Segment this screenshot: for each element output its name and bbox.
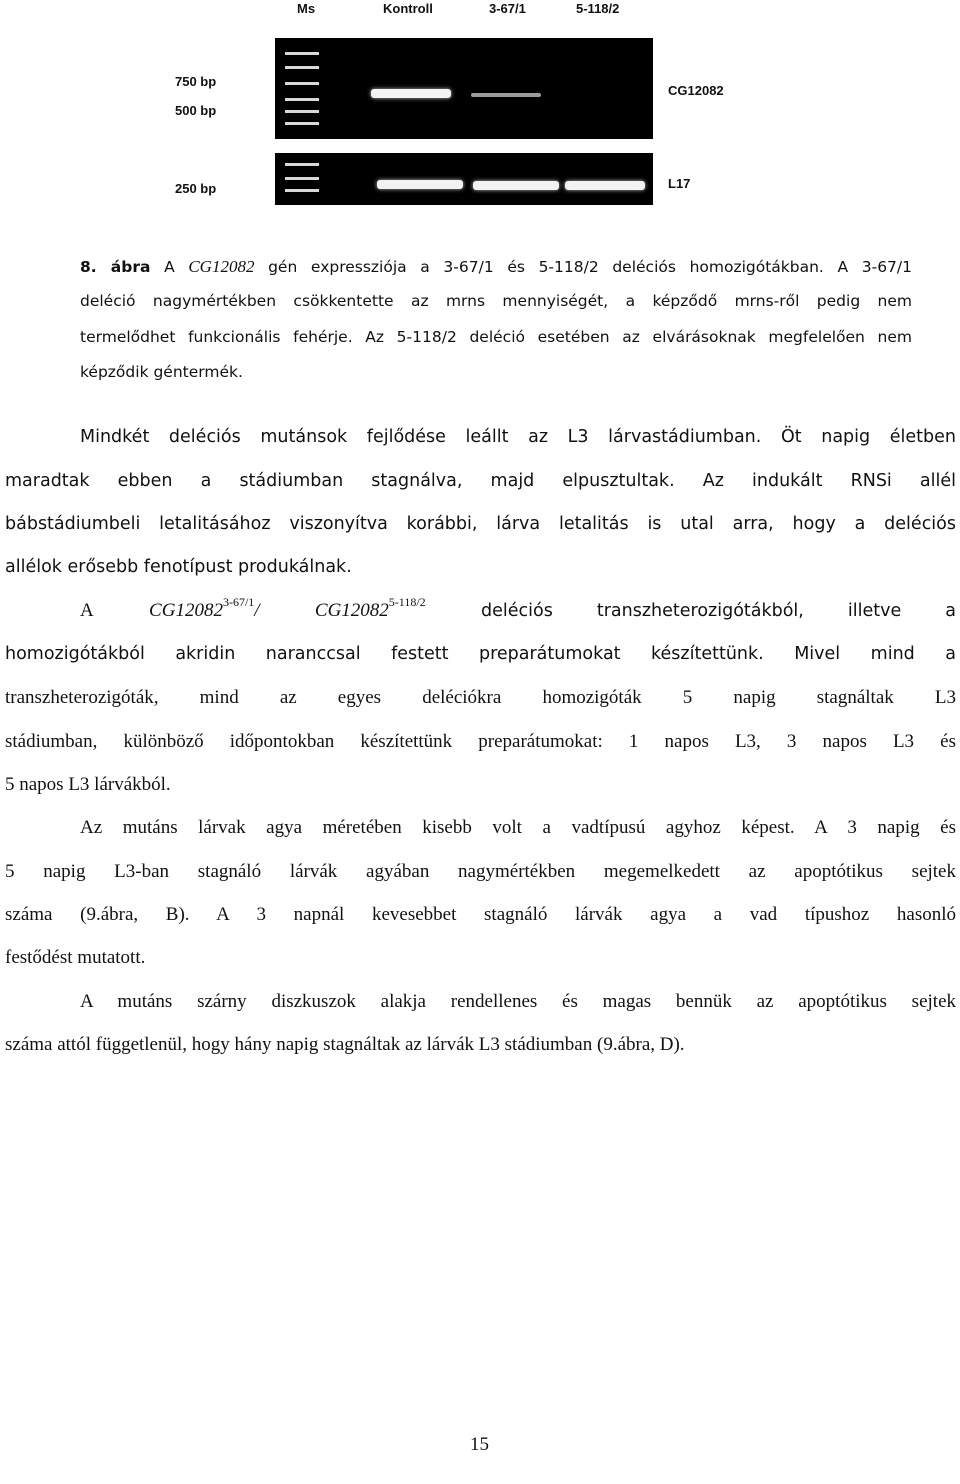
text-line: allélok erősebb fenotípust produkálnak.: [5, 557, 352, 577]
caption-line: 8. ábra A CG12082 gén expressziója a 3-67/1 és 5-118/2 deléciós homozigótákban. A 3-67/1: [80, 257, 912, 276]
bp-marker-750: 750 bp: [175, 74, 217, 89]
ladder-band: [285, 189, 319, 192]
text-line: Mindkét deléciós mutánsok fejlődése leállt az L3 lárvastádiumban. Öt napig életben: [80, 427, 956, 447]
text-line: A $CG12082^{3-67/1}/$ $CG12082^{5-118/2}$ deléciós transzheterozigótákból, illetve a: [80, 595, 956, 621]
ladder-band: [285, 122, 319, 125]
lane-label-kontroll: Kontroll: [383, 1, 433, 16]
gel-image-l17: [275, 153, 653, 205]
text-line: 5 napos L3 lárvákból.: [5, 774, 171, 795]
ladder-band: [285, 52, 319, 55]
text-line: homozigótákból akridin naranccsal festett preparátumokat készítettünk. Mivel mind a: [5, 644, 956, 664]
text-line: maradtak ebben a stádiumban stagnálva, majd elpusztultak. Az indukált RNSi allél: [5, 471, 956, 491]
page-number: 15: [470, 1434, 489, 1455]
ladder-band: [285, 98, 319, 101]
band-l17-3-67-1: [473, 181, 559, 190]
bp-marker-250: 250 bp: [175, 181, 217, 196]
gel-image-cg12082: [275, 38, 653, 139]
text-line: transzheterozigóták, mind az egyes deléciókra homozigóták 5 napig stagnáltak L3: [5, 687, 956, 708]
text-line: festődést mutatott.: [5, 947, 146, 968]
bp-marker-500: 500 bp: [175, 103, 217, 118]
text-line: 5 napig L3-ban stagnáló lárvák agyában nagymértékben megemelkedett az apoptótikus sejtek: [5, 861, 956, 882]
lane-label-ms: Ms: [297, 1, 316, 16]
caption-line: képződik géntermék.: [80, 363, 243, 381]
text-line: bábstádiumbeli letalitásához viszonyítva korábbi, lárva letalitás is utal arra, hogy a deléciós: [5, 514, 956, 534]
lane-label-5-118-2: 5-118/2: [576, 1, 620, 16]
text-line: stádiumban, különböző időpontokban készítettünk preparátumokat: 1 napos L3, 3 napos L3 és: [5, 731, 956, 752]
gene-label-cg12082: CG12082: [668, 83, 724, 98]
text-line: Az mutáns lárvak agya méretében kisebb volt a vadtípusú agyhoz képest. A 3 napig és: [80, 817, 956, 838]
ladder-band: [285, 66, 319, 69]
caption-line: termelődhet funkcionális fehérje. Az 5-118/2 deléció esetében az elvárásoknak megfelelően nem: [80, 328, 912, 346]
band-l17-5-118-2: [565, 181, 645, 190]
band-l17-kontroll: [377, 180, 463, 189]
gene-name: CG12082: [314, 600, 389, 621]
gene-name: CG12082: [149, 600, 223, 621]
allele-superscript: 5-118/2: [388, 595, 426, 609]
ladder-band: [285, 82, 319, 85]
ladder-band: [285, 163, 319, 166]
ladder-band: [285, 177, 319, 180]
text-line: A mutáns szárny diszkuszok alakja rendellenes és magas bennük az apoptótikus sejtek: [80, 991, 956, 1012]
text-line: száma attól függetlenül, hogy hány napig stagnáltak az lárvák L3 stádiumban (9.ábra, D).: [5, 1034, 685, 1055]
band-kontroll: [371, 89, 451, 98]
allele-superscript: 3-67/1: [222, 595, 255, 609]
figure-label: 8. ábra: [80, 258, 151, 276]
ladder-band: [285, 110, 319, 113]
text-line: száma (9.ábra, B). A 3 napnál kevesebbet stagnáló lárvák agya a vad típushoz hasonló: [5, 904, 956, 925]
band-3-67-1: [471, 93, 541, 97]
lane-label-3-67-1: 3-67/1: [489, 1, 526, 16]
gene-label-l17: L17: [668, 176, 691, 191]
gene-name: CG12082: [188, 257, 255, 276]
caption-line: deléció nagymértékben csökkentette az mrns mennyiségét, a képződő mrns-ről pedig nem: [80, 292, 912, 310]
